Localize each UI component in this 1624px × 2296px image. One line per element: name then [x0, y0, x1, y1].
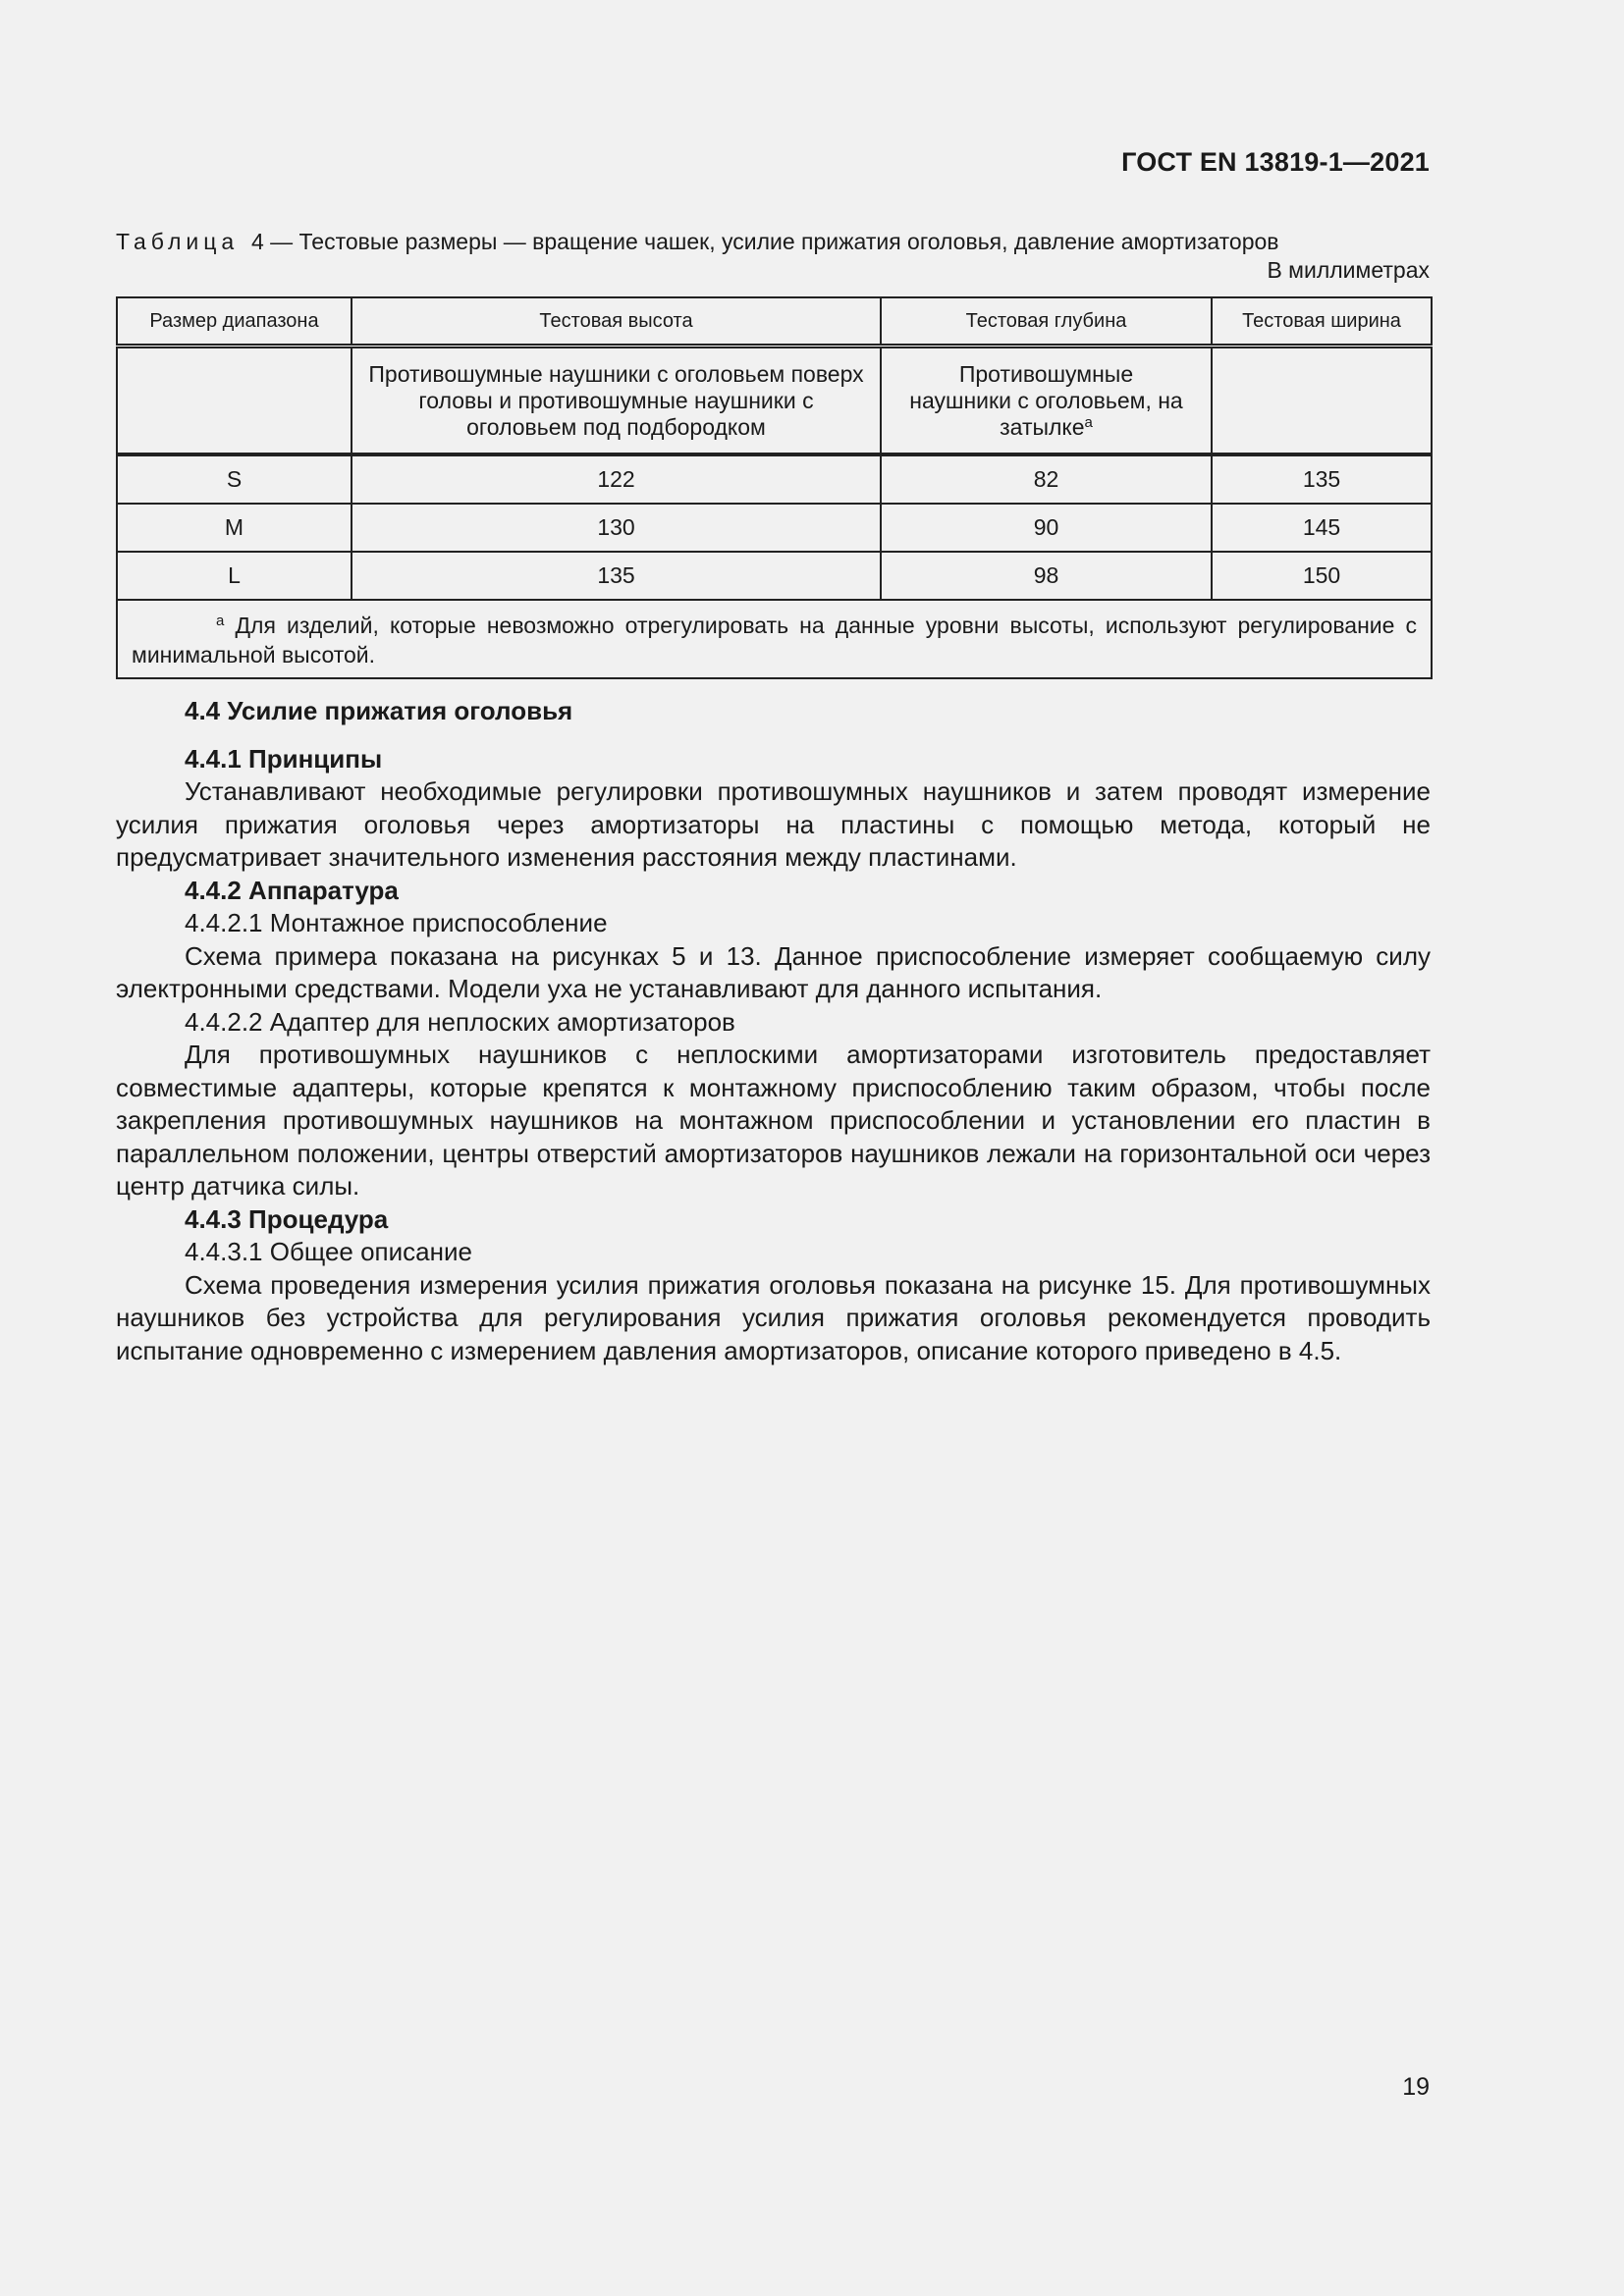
table-header-row — [117, 297, 1432, 347]
clause-heading: 4.4.3.1 Общее описание — [185, 1237, 472, 1266]
paragraph: Схема примера показана на рисунках 5 и 13. Данное приспособление измеряет сообщаемую силу электронными средствами. Модели уха не устанавливают для данного испытания. — [116, 940, 1431, 1003]
column-header: Тестовая ширина — [1212, 297, 1432, 347]
table-row — [117, 504, 1432, 552]
cell-width: 150 — [1212, 552, 1432, 600]
page-number: 19 — [1402, 2073, 1430, 2101]
table-footnote-row — [117, 600, 1432, 678]
table-footnote — [117, 600, 1432, 678]
footnote-ref: a — [1084, 413, 1093, 431]
paragraph: Схема проведения измерения усилия прижатия оголовья показана на рисунке 15. Для противошумных наушников без устройства для регулирования усилия прижатия оголовья рекомендуется проводить испытание одновременно с измерением давления амортизаторов, описание которого приведено в 4.5. — [116, 1269, 1431, 1365]
table-row — [117, 552, 1432, 600]
caption-text: 4 — Тестовые размеры — вращение чашек, усилие прижатия оголовья, давление амортизаторов — [250, 229, 1279, 254]
column-header: Тестовая глубина — [881, 297, 1212, 347]
table-row — [117, 454, 1432, 504]
paragraph: Устанавливают необходимые регулировки противошумных наушников и затем проводят измерение усилия прижатия оголовья через амортизаторы на пластины с помощью метода, который не предусматривает значительного изменения расстояния между пластинами. — [116, 776, 1431, 872]
footnote-mark: a — [216, 613, 225, 629]
column-header: Размер диапазона — [117, 297, 352, 347]
subheader-cell — [881, 347, 1212, 455]
cell-width: 145 — [1212, 504, 1432, 552]
table-units: В миллиметрах — [1267, 257, 1430, 283]
cell-size: L — [117, 552, 352, 600]
subheader-text: Противошумные наушники с оголовьем поверх головы и противошумные наушники с оголовьем под подбородком — [368, 360, 864, 440]
subsection-heading: 4.4.1 Принципы — [185, 743, 383, 774]
caption-prefix: Таблица — [116, 229, 240, 254]
cell-size: S — [117, 454, 352, 504]
cell-depth: 82 — [881, 454, 1212, 504]
cell-size: M — [117, 504, 352, 552]
cell-depth: 90 — [881, 504, 1212, 552]
document-body — [116, 695, 1431, 1367]
section-heading: 4.4 Усилие прижатия оголовья — [185, 696, 573, 725]
subheader-text: Противошумные наушники с оголовьем, на затылке — [909, 360, 1183, 440]
subsection-heading: 4.4.3 Процедура — [185, 1203, 389, 1234]
clause-heading: 4.4.2.1 Монтажное приспособление — [185, 908, 608, 937]
cell-width: 135 — [1212, 454, 1432, 504]
clause-heading: 4.4.2.2 Адаптер для неплоских амортизаторов — [185, 1006, 735, 1037]
subsection-heading: 4.4.2 Аппаратура — [185, 875, 399, 905]
paragraph: Для противошумных наушников с неплоскими амортизаторами изготовитель предоставляет совместимые адаптеры, которые крепятся к монтажному приспособлению таким образом, чтобы после закрепления противошумных наушников на монтажном приспособлении и установлении его пластин в параллельном положении, центры отверстий амортизаторов наушников лежали на горизонтальной оси через центр датчика силы. — [116, 1040, 1431, 1201]
cell-height: 122 — [352, 454, 881, 504]
subheader-cell — [1212, 347, 1432, 455]
subheader-cell — [117, 347, 352, 455]
footnote-text: Для изделий, которые невозможно отрегулировать на данные уровни высоты, используют регулирование с минимальной высотой. — [132, 613, 1418, 667]
table-subheader-row — [117, 347, 1432, 455]
cell-depth: 98 — [881, 552, 1212, 600]
document-header: ГОСТ EN 13819-1—2021 — [1121, 147, 1430, 177]
subheader-cell — [352, 347, 881, 455]
cell-height: 135 — [352, 552, 881, 600]
table-caption — [116, 226, 1430, 257]
column-header: Тестовая высота — [352, 297, 881, 347]
cell-height: 130 — [352, 504, 881, 552]
test-sizes-table — [116, 296, 1433, 679]
